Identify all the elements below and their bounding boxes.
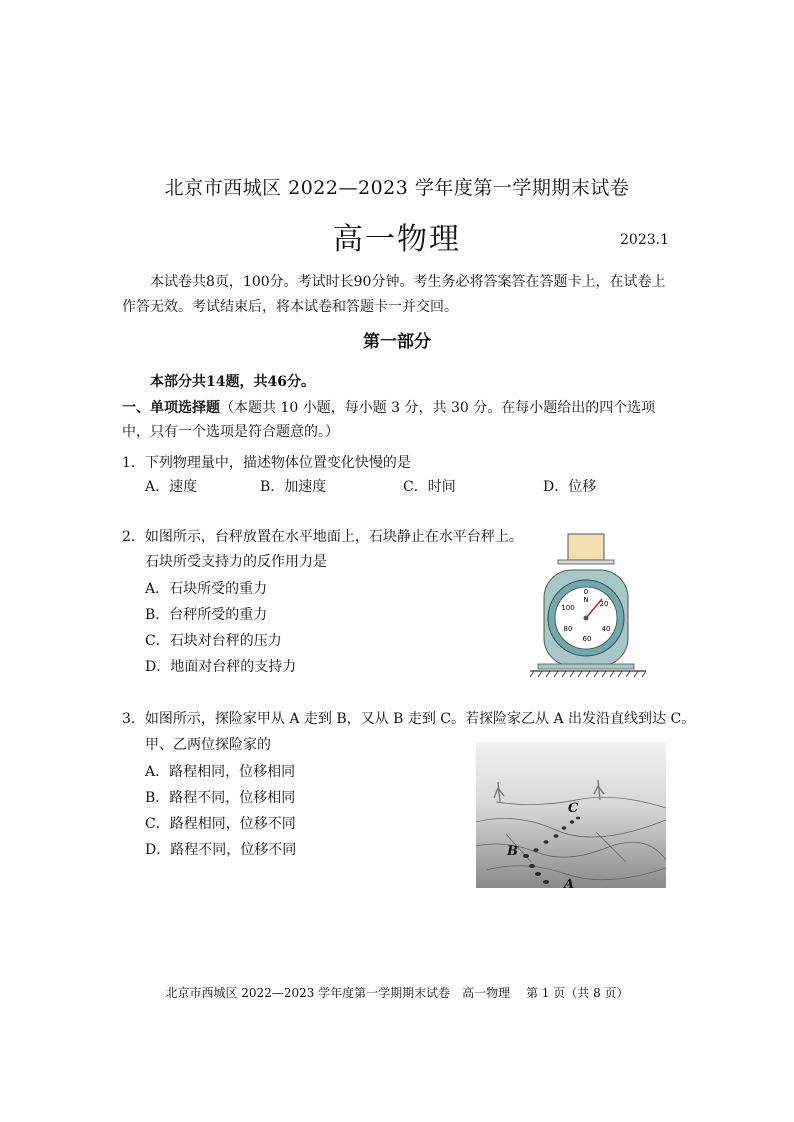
question-2-stem-line1: 2．如图所示，台秤放置在水平地面上，石块静止在水平台秤上。 <box>122 529 523 545</box>
question-3-option-c: C．路程相同，位移不同 <box>145 816 296 832</box>
point-c-label: C <box>568 801 579 816</box>
point-a-label: A <box>564 877 575 888</box>
subject-title: 高一物理 <box>333 222 461 257</box>
section-heading <box>122 396 682 444</box>
question-1-option-b: B．加速度 <box>260 479 327 495</box>
scale-pan <box>558 560 614 564</box>
question-3-stem-line1: 3．如图所示，探险家甲从 A 走到 B，又从 B 走到 C。若探险家乙从 A 出发沿直线到达 C。 <box>122 711 696 727</box>
question-2-option-d: D．地面对台秤的支持力 <box>145 659 297 675</box>
exam-title: 北京市西城区 2022—2023 学年度第一学期期末试卷 <box>164 177 630 199</box>
question-3-option-d: D．路程不同，位移不同 <box>145 842 297 858</box>
dial-label-40: 40 <box>601 625 611 633</box>
dial-label-100: 100 <box>561 604 575 612</box>
exam-intro: 本试卷共8页，100分。考试时长90分钟。考生务必将答案答在答题卡上，在试卷上作答无效。考试结束后，将本试卷和答题卡一并交回。 <box>122 274 666 315</box>
question-1-options <box>0 476 794 496</box>
question-3-option-b: B．路程不同，位移相同 <box>145 790 296 806</box>
dial-label-0: 0 <box>583 588 589 596</box>
question-2-option-c: C．石块对台秤的压力 <box>145 633 282 649</box>
question-1-option-d: D．位移 <box>543 479 597 495</box>
exam-date: 2023.1 <box>620 232 669 248</box>
question-3-option-a: A．路程相同，位移相同 <box>145 764 296 780</box>
point-b-label: B <box>507 844 518 859</box>
page-footer: 北京市西城区 2022—2023 学年度第一学期期末试卷 高一物理 第 1 页（共 8 页） <box>165 986 629 1000</box>
question-1-stem: 1．下列物理量中，描述物体位置变化快慢的是 <box>122 455 411 471</box>
scale-figure <box>528 530 648 680</box>
section-label: 一、单项选择题 <box>122 400 220 416</box>
dial-pivot <box>584 616 589 621</box>
scale-base <box>538 664 634 669</box>
dial-label-n: N <box>583 596 589 604</box>
dial-label-60: 60 <box>582 635 592 643</box>
dial-label-80: 80 <box>563 625 573 633</box>
question-2-option-b: B．台秤所受的重力 <box>145 607 268 623</box>
ground-hatching <box>530 671 646 677</box>
question-2-stem-line2: 石块所受支持力的反作用力是 <box>145 554 327 570</box>
question-1-option-c: C．时间 <box>403 479 456 495</box>
part-note: 本部分共14题，共46分。 <box>150 374 315 390</box>
rock-block <box>568 534 604 560</box>
part-title: 第一部分 <box>363 332 431 352</box>
question-2-option-a: A．石块所受的重力 <box>145 581 268 597</box>
question-3-stem-line2: 甲、乙两位探险家的 <box>145 737 271 753</box>
section-instructions: （本题共 10 小题，每小题 3 分，共 30 分。在每小题给出的四个选项中，只有一个选项是符合题意的。） <box>122 400 656 440</box>
question-1-option-a: A．速度 <box>145 479 198 495</box>
explorer-photo-figure <box>476 742 666 888</box>
dial-label-20: 20 <box>599 600 609 608</box>
